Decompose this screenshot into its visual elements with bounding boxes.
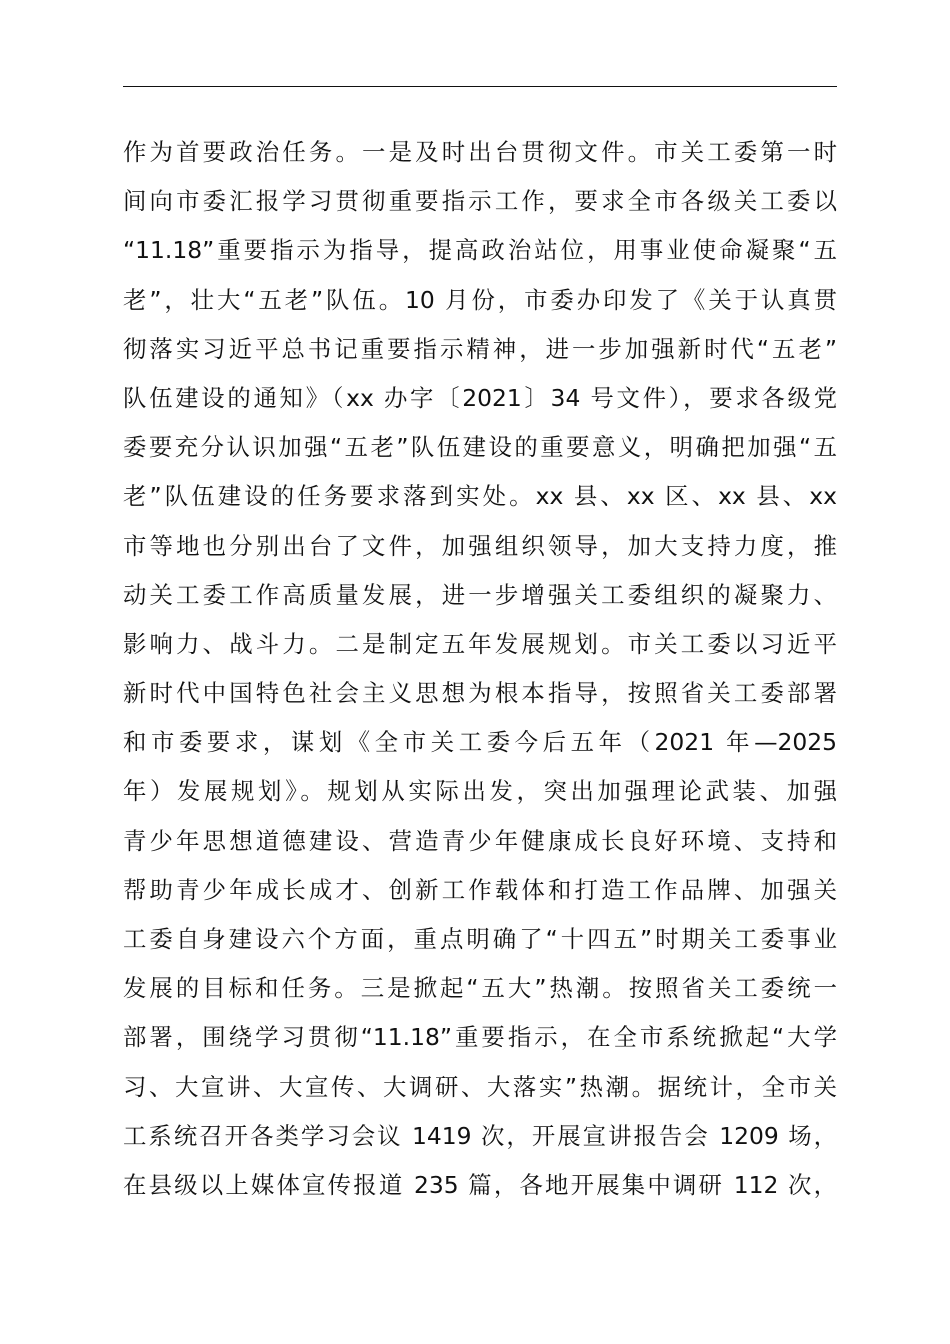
text-line: 年）发展规划》。规划从实际出发，突出加强理论武装、加强: [123, 777, 837, 806]
text-line: 老”队伍建设的任务要求落到实处。xx 县、xx 区、xx 县、xx: [123, 482, 837, 511]
text-line: 间向市委汇报学习贯彻重要指示工作，要求全市各级关工委以: [123, 187, 837, 216]
text-line: 和市委要求，谋划《全市关工委今后五年（2021 年—2025: [123, 728, 837, 757]
body-text: [123, 128, 837, 1210]
text-line: 部署，围绕学习贯彻“11.18”重要指示，在全市系统掀起“大学: [123, 1023, 837, 1052]
text-line: 帮助青少年成长成才、创新工作载体和打造工作品牌、加强关: [123, 875, 837, 904]
text-line: 作为首要政治任务。一是及时出台贯彻文件。市关工委第一时: [123, 138, 837, 166]
text-line: 新时代中国特色社会主义思想为根本指导，按照省关工委部署: [123, 679, 837, 708]
text-line: 发展的目标和任务。三是掀起“五大”热潮。按照省关工委统一: [123, 974, 837, 1003]
text-line: 工委自身建设六个方面，重点明确了“十四五”时期关工委事业: [123, 925, 837, 953]
text-line: 习、大宣讲、大宣传、大调研、大落实”热潮。据统计，全市关: [123, 1072, 837, 1101]
text-line: 影响力、战斗力。二是制定五年发展规划。市关工委以习近平: [123, 629, 837, 658]
text-line: 彻落实习近平总书记重要指示精神，进一步加强新时代“五老”: [123, 334, 837, 363]
text-line: 队伍建设的通知》（xx 办字〔2021〕34 号文件），要求各级党: [123, 383, 837, 412]
text-line: 老”，壮大“五老”队伍。10 月份，市委办印发了《关于认真贯: [123, 285, 837, 314]
header-rule: [123, 86, 837, 87]
text-line: 青少年思想道德建设、营造青少年健康成长良好环境、支持和: [123, 826, 837, 855]
text-line: 委要充分认识加强“五老”队伍建设的重要意义，明确把加强“五: [123, 433, 837, 462]
text-line: 市等地也分别出台了文件，加强组织领导，加大支持力度，推: [123, 531, 837, 560]
text-line: 在县级以上媒体宣传报道 235 篇，各地开展集中调研 112 次，: [123, 1170, 837, 1199]
text-line: “11.18”重要指示为指导，提高政治站位，用事业使命凝聚“五: [123, 236, 837, 265]
text-line: 工系统召开各类学习会议 1419 次，开展宣讲报告会 1209 场，: [123, 1121, 837, 1150]
text-line: 动关工委工作高质量发展，进一步增强关工委组织的凝聚力、: [123, 580, 837, 609]
